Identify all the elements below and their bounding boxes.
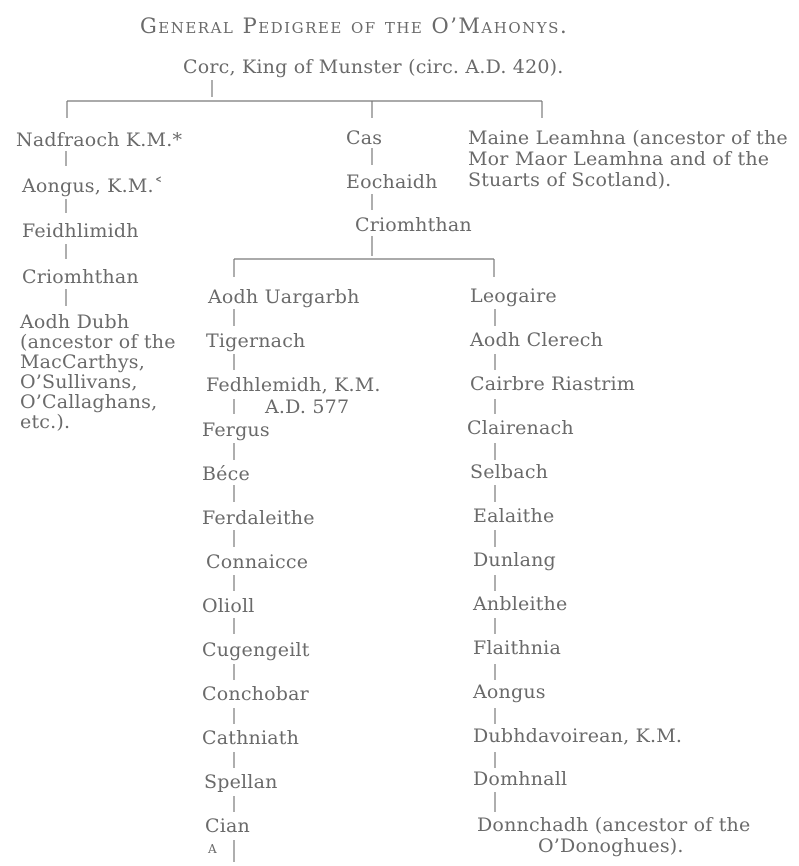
person-fergus: Fergus — [202, 419, 270, 441]
person-dunlang: Dunlang — [473, 549, 556, 571]
person-olioll: Olioll — [202, 595, 255, 617]
person-cian: Cian — [205, 815, 250, 837]
person-aodh-dubh: Aodh Dubh (ancestor of the MacCarthys, O’Sullivans, O’Callaghans, etc.). — [20, 311, 176, 433]
person-ferdaleithe: Ferdaleithe — [202, 507, 315, 529]
person-aodh-uargarbh: Aodh Uargarbh — [208, 286, 360, 308]
person-maine-leamhna: Maine Leamhna (ancestor of the Mor Maor Leamhna and of the Stuarts of Scotland). — [468, 127, 788, 191]
person-nadfraoch: Nadfraoch K.M.* — [16, 129, 183, 151]
person-flaithnia: Flaithnia — [473, 637, 561, 659]
date-ad-577: A.D. 577 — [265, 396, 350, 418]
person-bece: Béce — [202, 463, 250, 485]
page-title: General Pedigree of the O’Mahonys. — [140, 14, 569, 38]
person-conchobar: Conchobar — [202, 683, 309, 705]
person-dubhdavoirean: Dubhdavoirean, K.M. — [473, 725, 683, 747]
person-aongus-right: Aongus — [473, 681, 546, 703]
person-cas: Cas — [346, 127, 383, 149]
person-tigernach: Tigernach — [206, 330, 306, 352]
person-aodh-clerech: Aodh Clerech — [470, 329, 604, 351]
person-clairenach: Clairenach — [467, 417, 574, 439]
person-domhnall: Domhnall — [473, 768, 568, 790]
person-anbleithe: Anbleithe — [473, 593, 568, 615]
person-cugengeilt: Cugengeilt — [202, 639, 310, 661]
person-cairbre-riastrim: Cairbre Riastrim — [470, 373, 636, 395]
person-aongus-km: Aongus, K.M.˂ — [22, 175, 164, 197]
root-ancestor: Corc, King of Munster (circ. A.D. 420). — [183, 56, 564, 78]
person-selbach: Selbach — [470, 461, 549, 483]
person-criomhthan-left: Criomhthan — [22, 266, 139, 288]
person-cathniath: Cathniath — [202, 727, 300, 749]
person-criomhthan-middle: Criomhthan — [355, 214, 472, 236]
person-leogaire: Leogaire — [470, 285, 557, 307]
person-donnchadh-note: O’Donoghues). — [538, 835, 684, 857]
person-donnchadh: Donnchadh (ancestor of the — [477, 814, 751, 836]
person-ealaithe: Ealaithe — [473, 505, 555, 527]
person-spellan: Spellan — [204, 771, 278, 793]
person-connaicce: Connaicce — [206, 551, 309, 573]
continuation-marker: A — [208, 842, 217, 856]
person-feidhlimidh: Feidhlimidh — [22, 220, 139, 242]
person-eochaidh: Eochaidh — [346, 171, 438, 193]
person-fedhlemidh: Fedhlemidh, K.M. — [206, 374, 381, 396]
